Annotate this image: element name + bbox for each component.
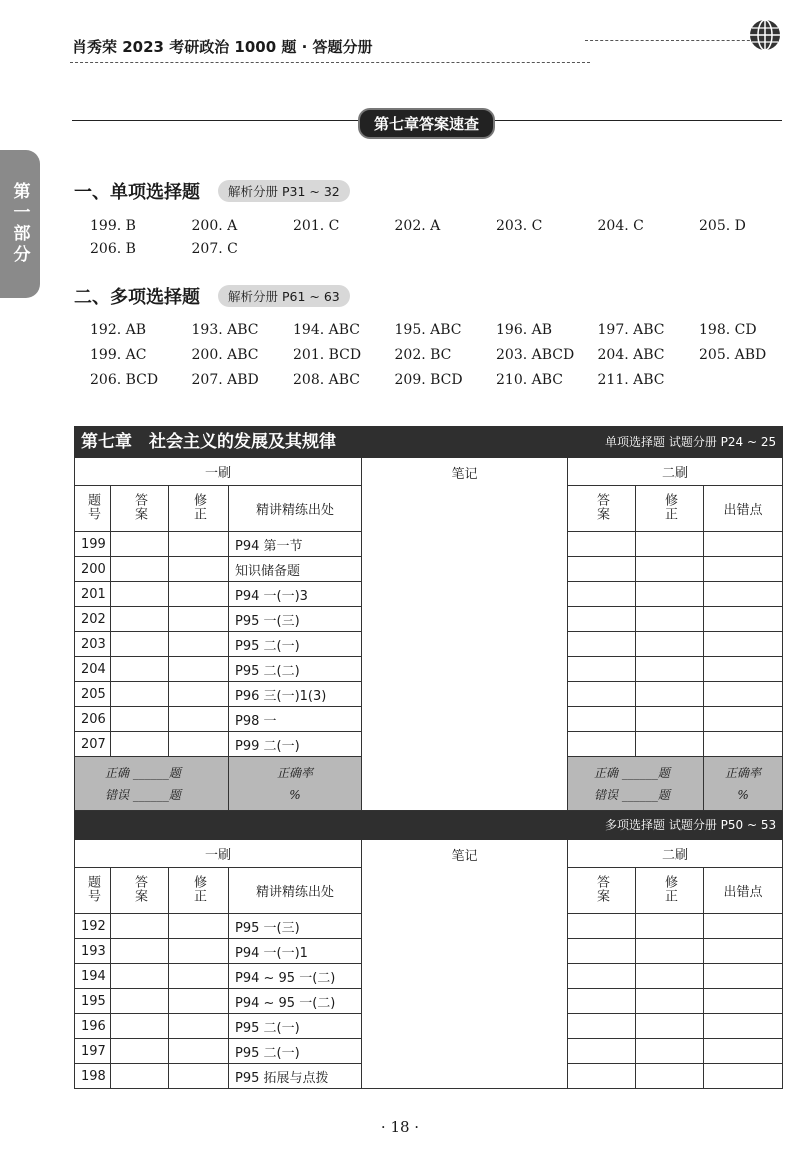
col-question-number: 题号 [85, 492, 100, 521]
answer-item: 210. ABC [496, 372, 563, 388]
header-divider-right [585, 40, 760, 63]
answer-cell[interactable] [111, 939, 169, 964]
answer-item: 205. D [699, 218, 746, 234]
correction-cell[interactable] [169, 939, 229, 964]
first-pass-rate[interactable] [229, 757, 362, 811]
correction-cell[interactable] [169, 989, 229, 1014]
first-pass-tally[interactable]: 正确 ______题 错误 ______题 [75, 757, 229, 811]
correction-cell-2[interactable] [636, 989, 704, 1014]
col-correction: 修正 [191, 874, 206, 903]
source-reference: 知识储备题 [235, 563, 301, 579]
error-point-cell[interactable] [704, 914, 783, 939]
answer-item: 201. BCD [293, 347, 362, 363]
notes-column[interactable] [362, 458, 568, 811]
col-correction: 修正 [191, 492, 206, 521]
answer-cell-2[interactable] [568, 989, 636, 1014]
error-point-cell[interactable] [704, 582, 783, 607]
question-number: 207 [81, 736, 106, 752]
second-pass-header [568, 840, 783, 868]
error-point-cell[interactable] [704, 632, 783, 657]
error-point-cell[interactable] [704, 939, 783, 964]
question-number: 206 [81, 711, 106, 727]
question-number: 192 [81, 918, 106, 934]
multi-choice-heading: 二、多项选择题 [74, 287, 200, 308]
correction-cell[interactable] [169, 1064, 229, 1089]
header-title: 肖秀荣 2023 考研政治 1000 题 · 答题分册 [72, 38, 373, 56]
answer-item: 195. ABC [394, 322, 462, 338]
rate-label: 正确率 [725, 765, 762, 780]
answer-item: 203. C [496, 218, 543, 234]
unit-label: 题 [168, 765, 181, 780]
answer-cell[interactable] [111, 1014, 169, 1039]
chapter-title: 第七章 社会主义的发展及其规律 [81, 432, 336, 452]
col-error-point: 出错点 [723, 503, 763, 518]
correction-cell-2[interactable] [636, 632, 704, 657]
notes-label: 笔记 [451, 849, 478, 864]
correction-cell[interactable] [169, 707, 229, 732]
answer-cell-2[interactable] [568, 914, 636, 939]
col-source: 精讲精练出处 [255, 885, 334, 900]
pass-header-row [75, 840, 783, 868]
second-pass-tally[interactable]: 正确 ______题 错误 ______题 [568, 757, 704, 811]
error-point-cell[interactable] [704, 989, 783, 1014]
answer-item: 193. ABC [191, 322, 259, 338]
answer-cell-2[interactable] [568, 582, 636, 607]
answer-item: 204. C [597, 218, 644, 234]
answer-item: 209. BCD [394, 372, 463, 388]
multi-choice-heading-row [74, 283, 350, 309]
question-number: 203 [81, 636, 106, 652]
correction-cell[interactable] [169, 964, 229, 989]
single-choice-heading: 一、单项选择题 [74, 182, 200, 203]
correction-cell[interactable] [169, 532, 229, 557]
question-number: 199 [81, 536, 106, 552]
pass-header-row [75, 458, 783, 486]
error-point-cell[interactable] [704, 532, 783, 557]
error-point-cell[interactable] [704, 732, 783, 757]
page-number: · 18 · [380, 1118, 420, 1136]
rate-label: 正确率 [276, 765, 313, 780]
answer-item: 204. ABC [597, 347, 665, 363]
section-title: 第七章答案速查 [358, 108, 495, 139]
error-point-cell[interactable] [704, 682, 783, 707]
answer-item: 203. ABCD [496, 347, 575, 363]
col-answer-2: 答案 [594, 874, 609, 903]
answer-cell[interactable] [111, 1039, 169, 1064]
source-reference: P95 二(一) [235, 1045, 300, 1061]
answer-cell[interactable] [111, 532, 169, 557]
correction-cell[interactable] [169, 682, 229, 707]
correction-cell[interactable] [169, 732, 229, 757]
correction-cell-2[interactable] [636, 732, 704, 757]
correction-cell-2[interactable] [636, 1039, 704, 1064]
correction-cell[interactable] [169, 914, 229, 939]
second-pass-label: 二刷 [662, 848, 689, 863]
correction-cell-2[interactable] [636, 607, 704, 632]
first-pass-label: 一刷 [204, 848, 231, 863]
correction-cell-2[interactable] [636, 532, 704, 557]
correction-cell[interactable] [169, 1039, 229, 1064]
answer-cell[interactable] [111, 657, 169, 682]
unit-label: 题 [657, 765, 670, 780]
question-number: 197 [81, 1043, 106, 1059]
answer-cell-2[interactable] [568, 707, 636, 732]
answer-item: 207. C [191, 241, 238, 257]
answer-cell-2[interactable] [568, 732, 636, 757]
answer-item: 199. B [90, 218, 136, 234]
error-point-cell[interactable] [704, 1039, 783, 1064]
source-reference: P98 一 [235, 713, 277, 729]
correction-cell[interactable] [169, 582, 229, 607]
answer-cell[interactable] [111, 682, 169, 707]
col-answer: 答案 [132, 492, 147, 521]
unit-label: 题 [657, 787, 670, 802]
answer-cell-2[interactable] [568, 1014, 636, 1039]
question-number: 204 [81, 661, 106, 677]
answer-item: 211. ABC [597, 372, 665, 388]
answer-cell-2[interactable] [568, 532, 636, 557]
multi-header-row [75, 811, 783, 840]
answer-item: 201. C [293, 218, 340, 234]
answer-item: 206. B [90, 241, 136, 257]
answer-cell[interactable] [111, 557, 169, 582]
single-choice-ref: 解析分册 P31 ~ 32 [218, 180, 350, 202]
answer-cell-2[interactable] [568, 964, 636, 989]
source-reference: P95 二(二) [235, 663, 300, 679]
wrong-label: 错误 [105, 787, 130, 802]
percent-label: % [737, 787, 749, 802]
answer-item: 205. ABD [699, 347, 767, 363]
correction-cell-2[interactable] [636, 914, 704, 939]
answer-item: 194. ABC [293, 322, 360, 338]
answer-item: 202. A [394, 218, 441, 234]
answer-cell[interactable] [111, 582, 169, 607]
correction-cell[interactable] [169, 632, 229, 657]
question-number: 205 [81, 686, 106, 702]
source-reference: P94 一(一)3 [235, 588, 308, 604]
source-reference: P94 第一节 [235, 538, 303, 554]
correction-cell-2[interactable] [636, 707, 704, 732]
correction-cell-2[interactable] [636, 557, 704, 582]
correction-cell-2[interactable] [636, 964, 704, 989]
correction-cell-2[interactable] [636, 657, 704, 682]
source-reference: P94 ~ 95 一(二) [235, 970, 336, 986]
source-reference: P95 拓展与点拨 [235, 1070, 329, 1086]
multi-choice-answers [90, 322, 800, 388]
source-reference: P99 二(一) [235, 738, 300, 754]
answer-cell-2[interactable] [568, 939, 636, 964]
first-pass-header [75, 458, 362, 486]
part-side-tab: 第一部分 [0, 150, 40, 298]
source-reference: P95 二(一) [235, 1020, 300, 1036]
multi-choice-ref: 解析分册 P61 ~ 63 [218, 285, 350, 307]
correction-cell[interactable] [169, 607, 229, 632]
multi-sheet-ref: 多项选择题 试题分册 P50 ~ 53 [605, 818, 777, 832]
source-reference: P95 二(一) [235, 638, 300, 654]
answer-cell[interactable] [111, 632, 169, 657]
answer-item: 196. AB [496, 322, 553, 338]
error-point-cell[interactable] [704, 1014, 783, 1039]
answer-cell-2[interactable] [568, 607, 636, 632]
answer-sheet-table [74, 426, 783, 1089]
single-choice-heading-row [74, 178, 350, 204]
col-source: 精讲精练出处 [255, 503, 334, 518]
error-point-cell[interactable] [704, 557, 783, 582]
correction-cell-2[interactable] [636, 682, 704, 707]
answer-cell[interactable] [111, 964, 169, 989]
source-reference: P94 ~ 95 一(二) [235, 995, 336, 1011]
answer-cell[interactable] [111, 607, 169, 632]
question-number: 194 [81, 968, 106, 984]
percent-label: % [289, 787, 301, 802]
error-point-cell[interactable] [704, 657, 783, 682]
correct-label: 正确 [105, 765, 130, 780]
first-pass-header [75, 840, 362, 868]
col-answer: 答案 [132, 874, 147, 903]
correct-label: 正确 [594, 765, 619, 780]
unit-label: 题 [168, 787, 181, 802]
answer-item: 198. CD [699, 322, 757, 338]
answer-cell[interactable] [111, 989, 169, 1014]
error-point-cell[interactable] [704, 707, 783, 732]
answer-cell[interactable] [111, 914, 169, 939]
globe-icon [748, 18, 782, 52]
col-answer-2: 答案 [594, 492, 609, 521]
answer-item: 197. ABC [597, 322, 665, 338]
notes-label: 笔记 [451, 467, 478, 482]
answer-item: 200. ABC [191, 347, 259, 363]
col-correction-2: 修正 [662, 874, 677, 903]
answer-cell-2[interactable] [568, 557, 636, 582]
answer-item: 207. ABD [191, 372, 259, 388]
answer-item: 199. AC [90, 347, 147, 363]
single-choice-answers [90, 218, 800, 257]
question-number: 198 [81, 1068, 106, 1084]
source-reference: P94 一(一)1 [235, 945, 308, 961]
answer-item: 202. BC [394, 347, 452, 363]
col-error-point: 出错点 [723, 885, 763, 900]
answer-item: 200. A [191, 218, 238, 234]
second-pass-rate[interactable] [704, 757, 783, 811]
correction-cell[interactable] [169, 557, 229, 582]
answer-cell[interactable] [111, 707, 169, 732]
answer-item: 192. AB [90, 322, 147, 338]
col-question-number: 题号 [85, 874, 100, 903]
correction-cell-2[interactable] [636, 1014, 704, 1039]
answer-cell[interactable] [111, 732, 169, 757]
wrong-label: 错误 [594, 787, 619, 802]
first-pass-label: 一刷 [204, 466, 231, 481]
second-pass-header [568, 458, 783, 486]
second-pass-label: 二刷 [662, 466, 689, 481]
question-number: 202 [81, 611, 106, 627]
answer-cell-2[interactable] [568, 632, 636, 657]
answer-item: 208. ABC [293, 372, 360, 388]
answer-cell-2[interactable] [568, 657, 636, 682]
question-number: 195 [81, 993, 106, 1009]
col-correction-2: 修正 [662, 492, 677, 521]
notes-column[interactable] [362, 840, 568, 1089]
answer-cell-2[interactable] [568, 1039, 636, 1064]
question-number: 196 [81, 1018, 106, 1034]
source-reference: P95 一(三) [235, 613, 300, 629]
correction-cell[interactable] [169, 657, 229, 682]
error-point-cell[interactable] [704, 1064, 783, 1089]
error-point-cell[interactable] [704, 964, 783, 989]
question-number: 200 [81, 561, 106, 577]
correction-cell-2[interactable] [636, 939, 704, 964]
correction-cell[interactable] [169, 1014, 229, 1039]
question-number: 193 [81, 943, 106, 959]
source-reference: P96 三(一)1(3) [235, 688, 327, 704]
chapter-header-row [75, 427, 783, 458]
source-reference: P95 一(三) [235, 920, 300, 936]
answer-cell-2[interactable] [568, 682, 636, 707]
correction-cell-2[interactable] [636, 582, 704, 607]
correction-cell-2[interactable] [636, 1064, 704, 1089]
header-divider [70, 62, 590, 63]
error-point-cell[interactable] [704, 607, 783, 632]
answer-cell[interactable] [111, 1064, 169, 1089]
single-sheet-ref: 单项选择题 试题分册 P24 ~ 25 [605, 435, 777, 449]
answer-cell-2[interactable] [568, 1064, 636, 1089]
question-number: 201 [81, 586, 106, 602]
answer-item: 206. BCD [90, 372, 159, 388]
